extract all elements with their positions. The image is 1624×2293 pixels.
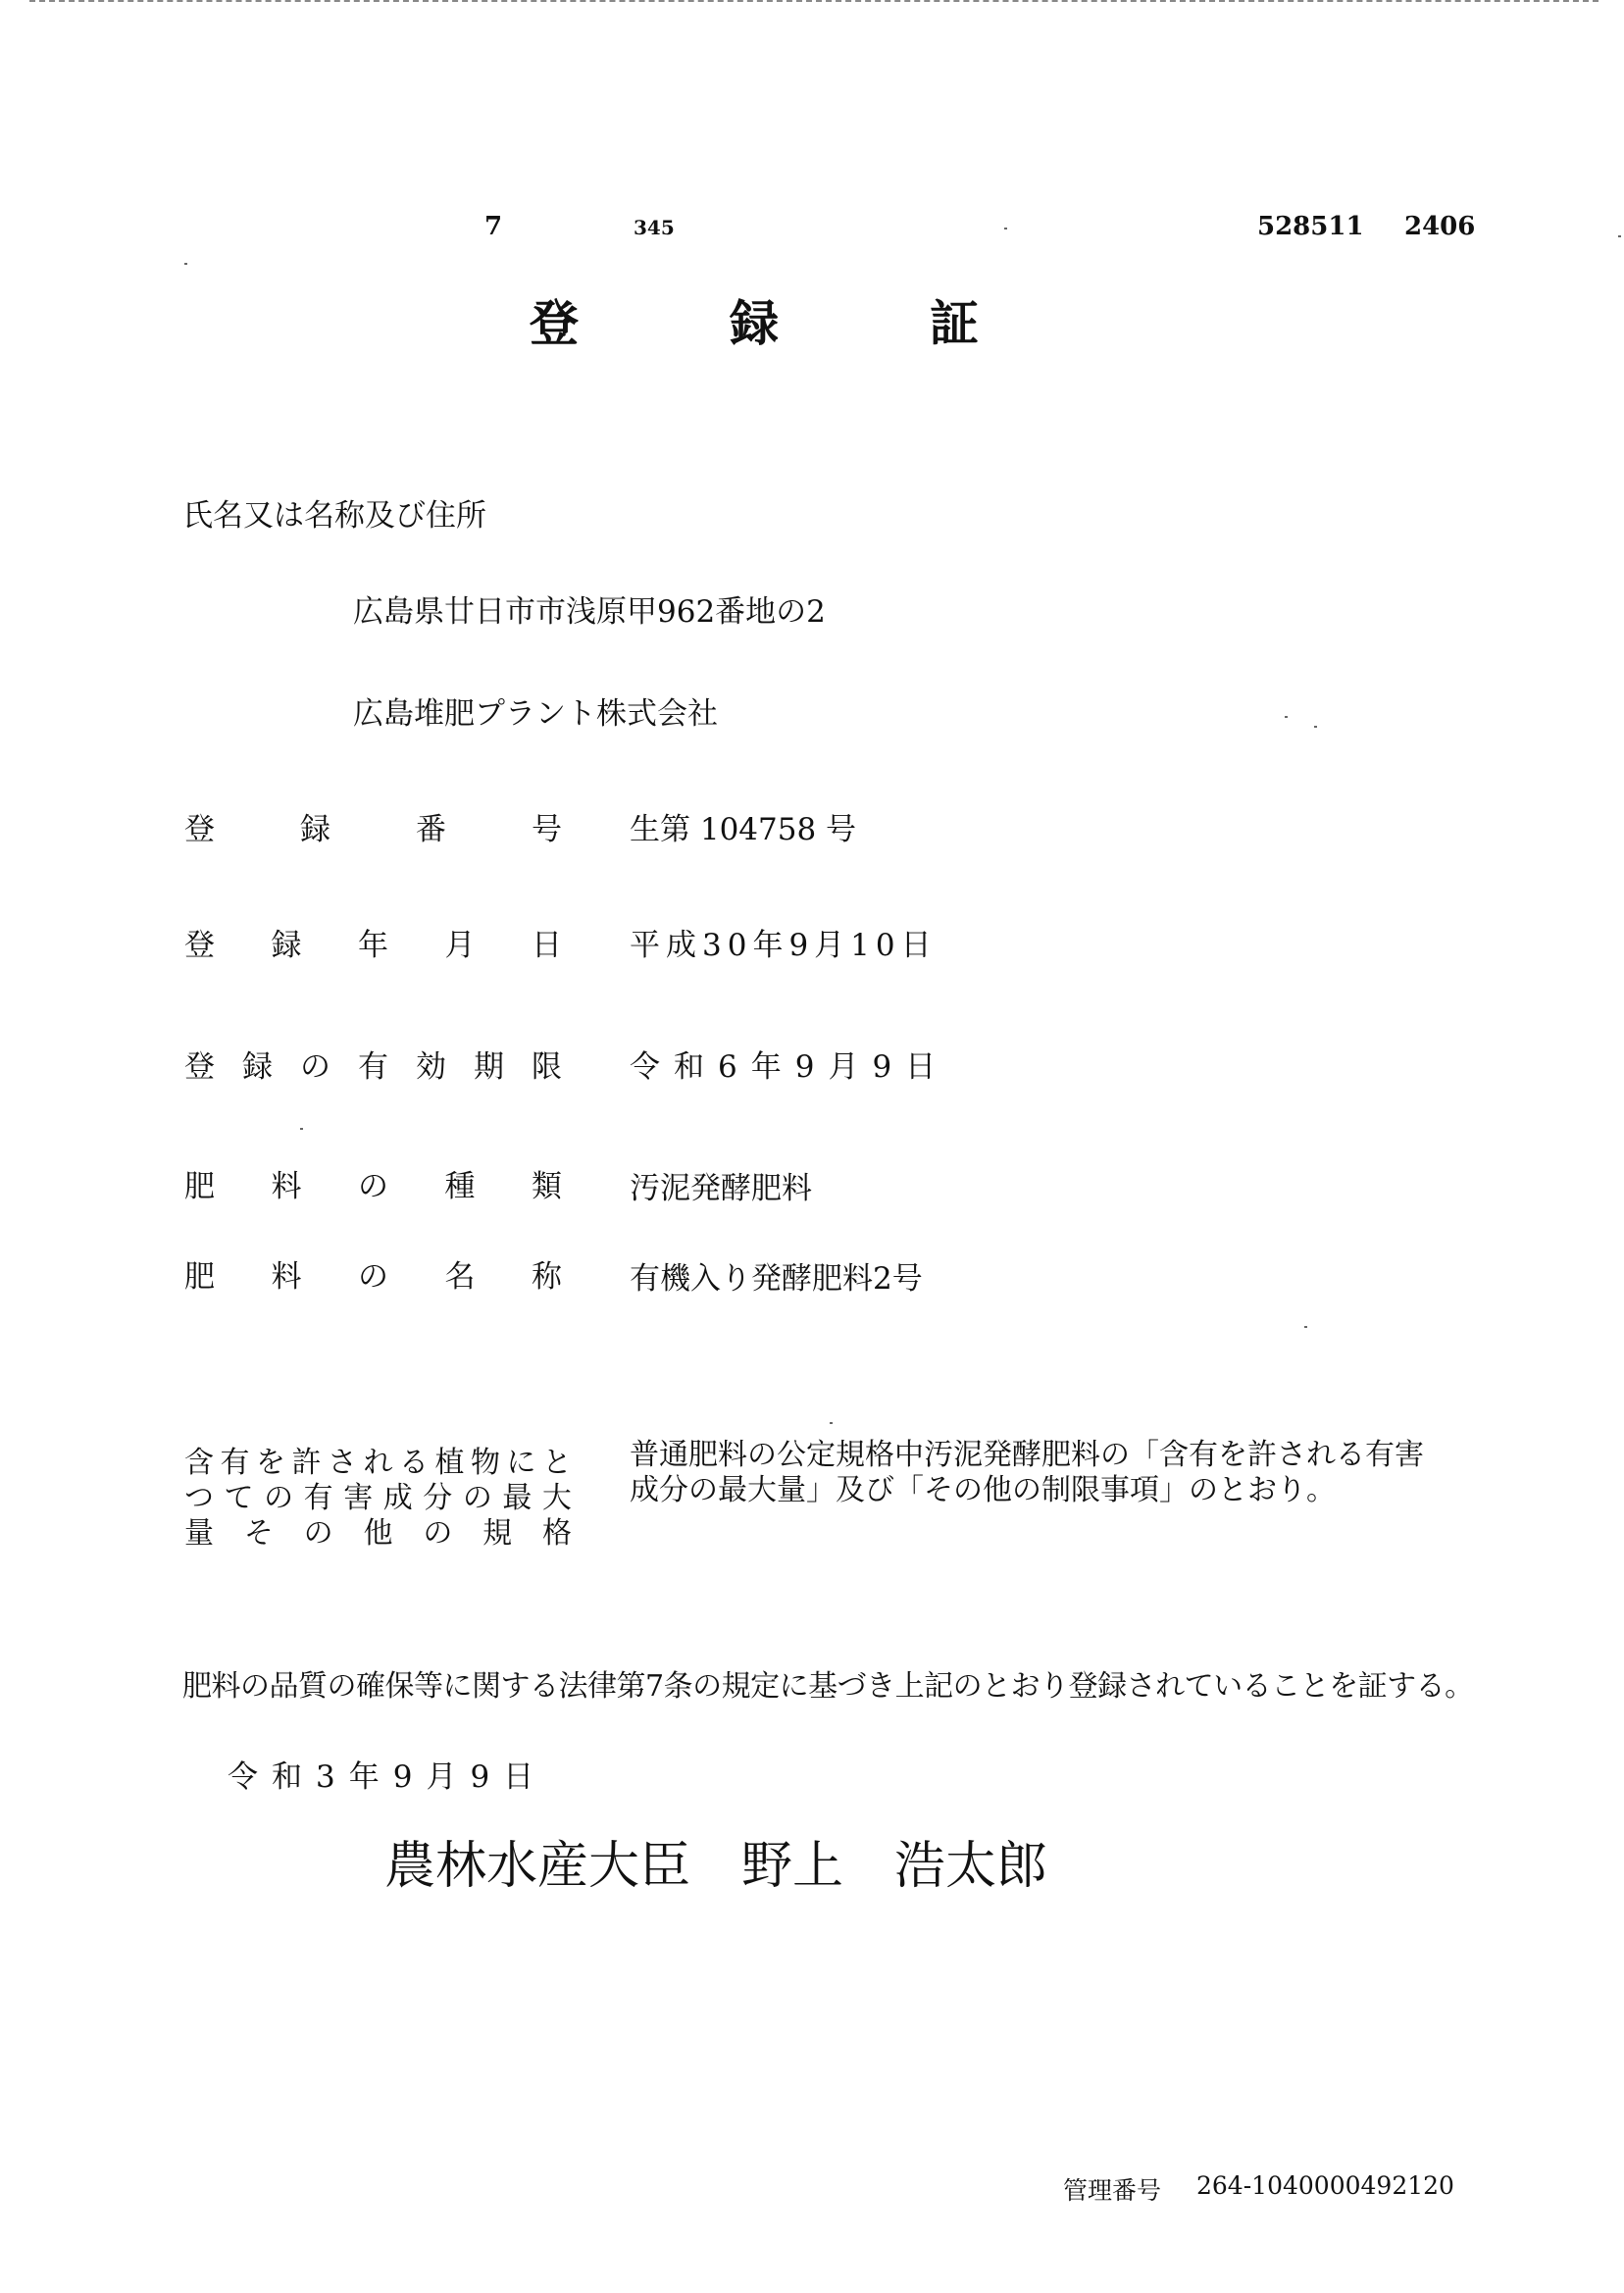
minister-name: 農林水産大臣 野上 浩太郎: [384, 1837, 1048, 1896]
label-char: 料: [271, 1259, 302, 1295]
scan-speck: [1618, 235, 1621, 237]
label-char: 種: [444, 1169, 476, 1204]
label-char: の: [300, 1049, 330, 1085]
label-char: 分: [423, 1481, 453, 1515]
label-char: の: [462, 1481, 492, 1515]
registrant-address: 広島県廿日市市浅原甲962番地の2: [353, 594, 826, 630]
label-char: 有: [220, 1446, 250, 1480]
label-char: 号: [532, 812, 562, 847]
label-char: 料: [271, 1169, 302, 1204]
label-char: 効: [416, 1049, 446, 1085]
label-char: 番: [416, 812, 446, 847]
registration-date-label: [184, 920, 562, 964]
scan-speck: [184, 263, 187, 265]
scan-speck: [1004, 228, 1007, 229]
scan-speck: [830, 1422, 833, 1424]
registrant-company: 広島堆肥プラント株式会社: [353, 696, 718, 732]
label-char: 月: [444, 928, 476, 963]
label-char: の: [358, 1259, 388, 1295]
header-number-right-1: 528511: [1257, 212, 1364, 241]
scan-speck: [1285, 716, 1288, 718]
label-char: 称: [532, 1259, 562, 1295]
label-char: 大: [541, 1481, 572, 1515]
scan-speck: [300, 1128, 303, 1130]
label-char: 肥: [184, 1169, 215, 1204]
harmful-components-value: [630, 1438, 1424, 1508]
fertilizer-type-value: 汚泥発酵肥料: [630, 1171, 812, 1206]
label-char: て: [224, 1481, 254, 1515]
issue-date: 令和3年9月9日: [228, 1759, 548, 1795]
label-char: 限: [532, 1049, 562, 1085]
label-char: さ: [328, 1446, 357, 1480]
validity-period-value: 令和6年9月9日: [630, 1049, 950, 1085]
label-char: 植: [434, 1446, 465, 1480]
management-number-value: 264-1040000492120: [1196, 2171, 1454, 2200]
label-char: 他: [363, 1516, 393, 1551]
label-char: る: [399, 1446, 429, 1480]
label-char: 登: [184, 928, 215, 963]
harmful-components-label: [184, 1438, 572, 1551]
label-char: 格: [541, 1516, 572, 1551]
label-char: 有: [303, 1481, 333, 1515]
label-char: 含: [184, 1446, 214, 1480]
label-char: を: [256, 1446, 285, 1480]
label-char: れ: [363, 1446, 393, 1480]
header-number-right-2: 2406: [1404, 212, 1476, 241]
harmful-value-line-1: 普通肥料の公定規格中汚泥発酵肥料の「含有を許される有害: [630, 1438, 1424, 1472]
label-char: 期: [474, 1049, 504, 1085]
fertilizer-name-value: 有機入り発酵肥料2号: [630, 1261, 923, 1297]
label-char: の: [358, 1169, 388, 1204]
label-char: つ: [184, 1481, 214, 1515]
label-char: 許: [291, 1446, 322, 1480]
scan-speck: [1304, 1326, 1307, 1328]
label-char: 録: [271, 928, 302, 963]
label-char: 録: [300, 812, 330, 847]
scan-speck: [1314, 726, 1317, 728]
label-char: 登: [184, 812, 215, 847]
label-char: 規: [482, 1516, 513, 1551]
scan-edge-line: [29, 0, 1599, 2]
management-number-label: 管理番号: [1063, 2176, 1162, 2205]
harmful-value-line-2: 成分の最大量」及び「その他の制限事項」のとおり。: [630, 1473, 1336, 1507]
label-char: そ: [243, 1516, 274, 1551]
document-title: 登 録 証: [530, 294, 996, 352]
header-number-left: 7: [484, 212, 503, 241]
validity-period-label: [184, 1042, 562, 1086]
label-char: の: [264, 1481, 294, 1515]
label-char: 成: [382, 1481, 413, 1515]
label-char: 害: [343, 1481, 374, 1515]
registration-number-label: [184, 804, 562, 848]
header-number-middle: 345: [634, 216, 675, 239]
label-char: 名: [444, 1259, 476, 1295]
label-char: の: [423, 1516, 453, 1551]
harmful-label-line-1: [184, 1438, 572, 1480]
registration-number-value: 生第 104758 号: [630, 812, 857, 847]
label-char: 日: [532, 928, 562, 963]
label-char: 最: [502, 1481, 533, 1515]
registrant-label: 氏名又は名称及び住所: [182, 498, 486, 534]
fertilizer-name-label: [184, 1251, 562, 1296]
certification-statement: 肥料の品質の確保等に関する法律第7条の規定に基づき上記のとおり登録されていることを証する。: [182, 1669, 1474, 1704]
label-char: 肥: [184, 1259, 215, 1295]
label-char: 物: [471, 1446, 500, 1480]
label-char: 量: [184, 1516, 214, 1551]
label-char: 年: [358, 928, 388, 963]
label-char: 登: [184, 1049, 215, 1085]
label-char: 類: [532, 1169, 562, 1204]
label-char: と: [542, 1446, 572, 1480]
label-char: 有: [358, 1049, 388, 1085]
label-char: に: [506, 1446, 536, 1480]
fertilizer-type-label: [184, 1161, 562, 1205]
label-char: の: [303, 1516, 333, 1551]
registration-date-value: 平成30年9月10日: [630, 928, 938, 963]
label-char: 録: [242, 1049, 273, 1085]
